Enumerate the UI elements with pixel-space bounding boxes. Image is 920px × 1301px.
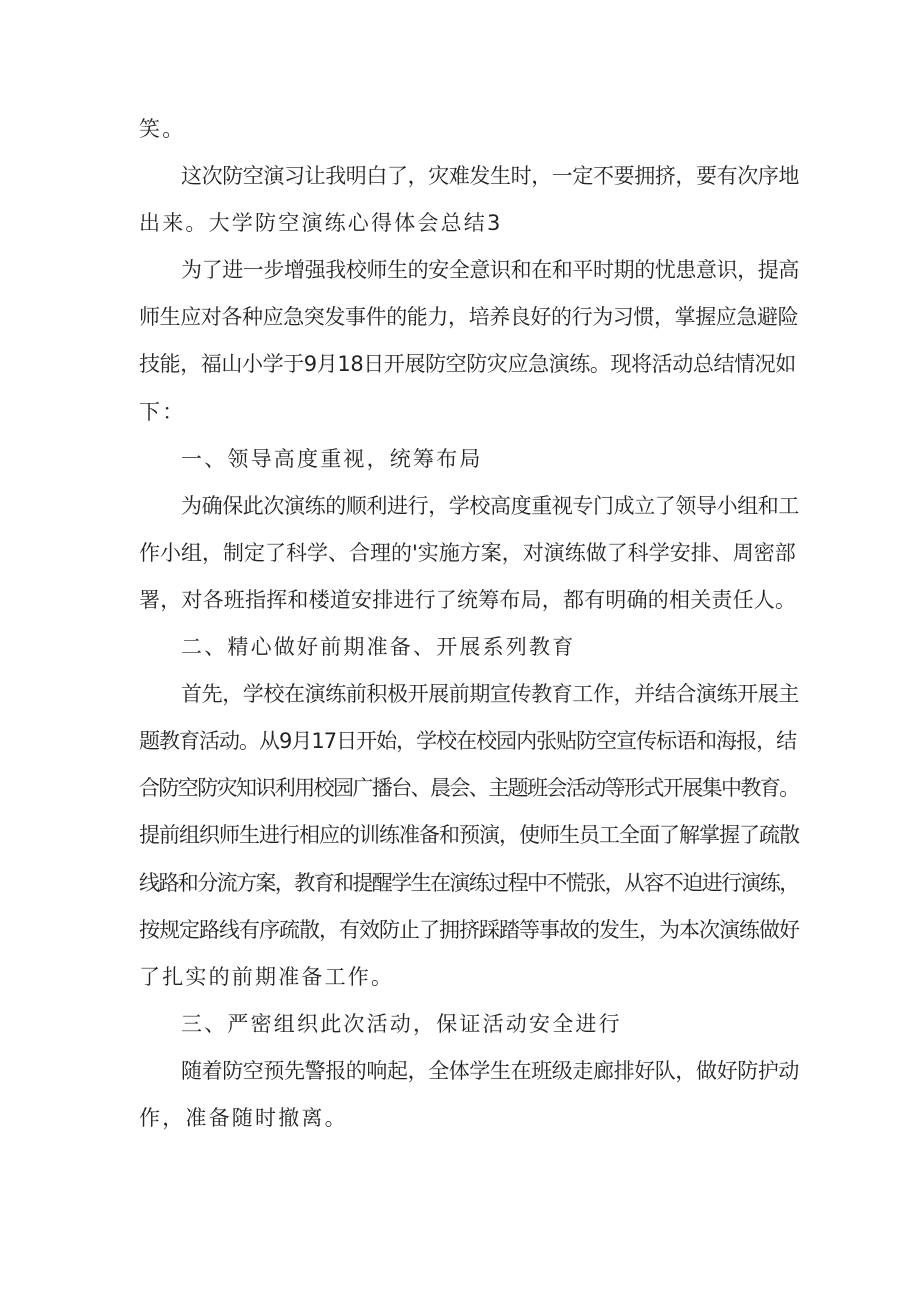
text-line: 线路和分流方案，教育和提醒学生在演练过程中不慌张，从容不迫进行演练，	[139, 870, 799, 895]
text-line: 合防空防灾知识利用校园广播台、晨会、主题班会活动等形式开展集中教育。	[139, 776, 799, 801]
paragraph	[139, 247, 799, 435]
text-line: 下：	[139, 399, 186, 424]
section-heading	[139, 436, 799, 483]
text-line: 这次防空演习让我明白了，灾难发生时，一定不要拥挤，要有次序地	[181, 164, 799, 189]
text-line: 按规定路线有序疏散，有效防止了拥挤踩踏等事故的发生，为本次演练做好	[139, 917, 799, 942]
section-heading	[139, 624, 799, 671]
text-line: 技能，福山小学于9月18日开展防空防灾应急演练。现将活动总结情况如	[139, 352, 796, 377]
text-line: 署，对各班指挥和楼道安排进行了统筹布局，都有明确的相关责任人。	[139, 587, 797, 612]
text-line: 题教育活动。从9月17日开始，学校在校园内张贴防空宣传标语和海报，结	[139, 729, 797, 754]
text-line: 作，准备随时撤离。	[139, 1105, 348, 1130]
text-line: 出来。大学防空演练心得体会总结3	[139, 211, 503, 236]
text-line: 一、领导高度重视，统筹布局	[181, 446, 483, 471]
text-line: 提前组织师生进行相应的训练准备和预演，使师生员工全面了解掌握了疏散	[139, 823, 799, 848]
text-line: 笑。	[139, 117, 186, 141]
paragraph	[139, 483, 799, 624]
paragraph	[139, 153, 799, 247]
text-line: 三、严密组织此次活动，保证活动安全进行	[181, 1011, 622, 1036]
text-line: 为了进一步增强我校师生的安全意识和在和平时期的忧患意识，提高	[181, 258, 799, 283]
paragraph	[139, 671, 799, 1001]
text-line: 师生应对各种应急突发事件的能力，培养良好的行为习惯，掌握应急避险	[139, 305, 799, 330]
text-line: 为确保此次演练的顺利进行，学校高度重视专门成立了领导小组和工	[181, 493, 799, 518]
text-line: 首先，学校在演练前积极开展前期宣传教育工作，并结合演练开展主	[181, 682, 799, 707]
paragraph	[139, 1048, 799, 1142]
text-line: 随着防空预先警报的响起，全体学生在班级走廊排好队，做好防护动	[181, 1058, 799, 1083]
text-line: 了扎实的前期准备工作。	[139, 964, 395, 989]
document-body	[139, 106, 799, 1142]
text-line: 二、精心做好前期准备、开展系列教育	[181, 635, 576, 660]
paragraph	[139, 106, 799, 153]
section-heading	[139, 1001, 799, 1048]
text-line: 作小组，制定了科学、合理的'实施方案，对演练做了科学安排、周密部	[139, 540, 796, 565]
